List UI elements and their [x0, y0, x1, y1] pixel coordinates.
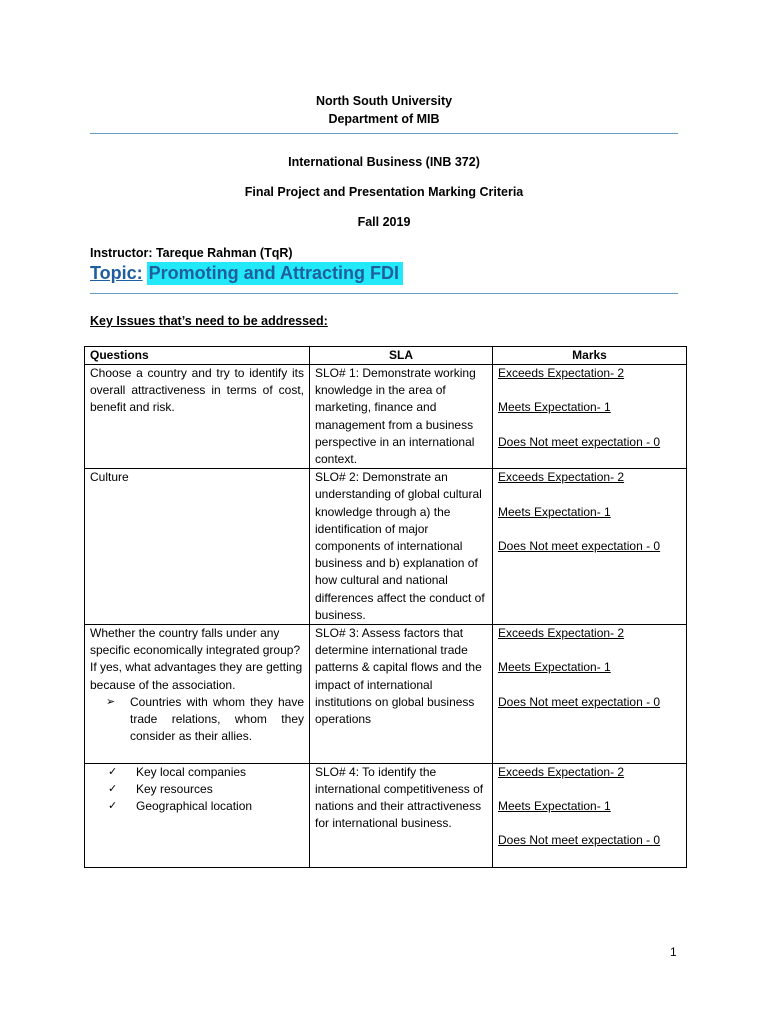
checklist-text: Key local companies — [136, 764, 247, 779]
instructor: Instructor: Tareque Rahman (TqR) — [90, 246, 293, 260]
arrow-bullet-icon: ➢ — [106, 695, 116, 708]
marks-not-meet: Does Not meet expectation - 0 — [498, 833, 661, 848]
checklist-text: Geographical location — [136, 799, 253, 814]
marks-not-meet: Does Not meet expectation - 0 — [498, 434, 661, 449]
marks-not-meet: Does Not meet expectation - 0 — [498, 539, 661, 553]
question-cell: Culture — [85, 469, 310, 625]
table-row — [85, 469, 687, 625]
marks-cell — [493, 763, 687, 867]
question-text: Whether the country falls under any specific economically integrated group? If yes, what advantages they are getting because of the association. — [90, 626, 303, 692]
key-issues-heading: Key Issues that’s need to be addressed: — [90, 314, 328, 328]
checklist-item — [108, 764, 304, 781]
document-title: Final Project and Presentation Marking Criteria — [244, 185, 524, 199]
checklist-item — [108, 781, 304, 798]
column-header: Marks — [493, 347, 687, 365]
question-cell: Choose a country and try to identify its overall attractiveness in terms of cost, benefit and risk. — [85, 365, 310, 469]
column-header: SLA — [310, 347, 493, 365]
column-header: Questions — [85, 347, 310, 365]
sla-cell: SLO# 4: To identify the international competitiveness of nations and their attractiveness for international business. — [310, 763, 493, 867]
marks-exceeds: Exceeds Expectation- 2 — [498, 764, 625, 779]
term: Fall 2019 — [357, 215, 411, 229]
question-cell — [85, 763, 310, 867]
topic-label: Topic: — [90, 263, 143, 283]
checklist-text: Key resources — [136, 781, 213, 796]
sla-cell: SLO# 3: Assess factors that determine international trade patterns & capital flows and the impact of international institutions on global business operations — [310, 625, 493, 764]
check-icon: ✓ — [108, 800, 118, 813]
marks-cell — [493, 365, 687, 469]
header-divider — [90, 133, 678, 134]
marks-meets: Meets Expectation- 1 — [498, 504, 611, 519]
page-number: 1 — [670, 945, 677, 959]
university-name: North South University — [315, 94, 453, 108]
marks-cell — [493, 625, 687, 764]
table-row — [85, 625, 687, 764]
table-row — [85, 365, 687, 469]
marks-not-meet: Does Not meet expectation - 0 — [498, 694, 661, 709]
marks-exceeds: Exceeds Expectation- 2 — [498, 470, 625, 485]
marks-exceeds: Exceeds Expectation- 2 — [498, 366, 625, 380]
course-title: International Business (INB 372) — [288, 155, 480, 169]
topic-line — [90, 263, 403, 284]
marks-meets: Meets Expectation- 1 — [498, 799, 611, 814]
check-icon: ✓ — [108, 765, 118, 778]
topic-value: Promoting and Attracting FDI — [147, 262, 403, 285]
checklist-item — [108, 798, 304, 815]
marks-exceeds: Exceeds Expectation- 2 — [498, 626, 625, 641]
sub-bullet — [106, 694, 304, 746]
sub-bullet-text: Countries with whom they have trade relations, whom they consider as their allies. — [130, 694, 304, 744]
sla-cell: SLO# 1: Demonstrate working knowledge in the area of marketing, finance and management from a business perspective in an international context. — [310, 365, 493, 469]
topic-divider — [90, 293, 678, 294]
criteria-table — [84, 346, 687, 868]
table-header-row — [85, 347, 687, 365]
marks-meets: Meets Expectation- 1 — [498, 400, 611, 415]
marks-cell — [493, 469, 687, 625]
table-row — [85, 763, 687, 867]
check-icon: ✓ — [108, 782, 118, 795]
marks-meets: Meets Expectation- 1 — [498, 660, 611, 675]
question-cell — [85, 625, 310, 764]
department-name: Department of MIB — [328, 112, 440, 126]
sla-cell: SLO# 2: Demonstrate an understanding of global cultural knowledge through a) the identification of major components of international business and b) explanation of how cultural and national differences affect the conduct of business. — [310, 469, 493, 625]
